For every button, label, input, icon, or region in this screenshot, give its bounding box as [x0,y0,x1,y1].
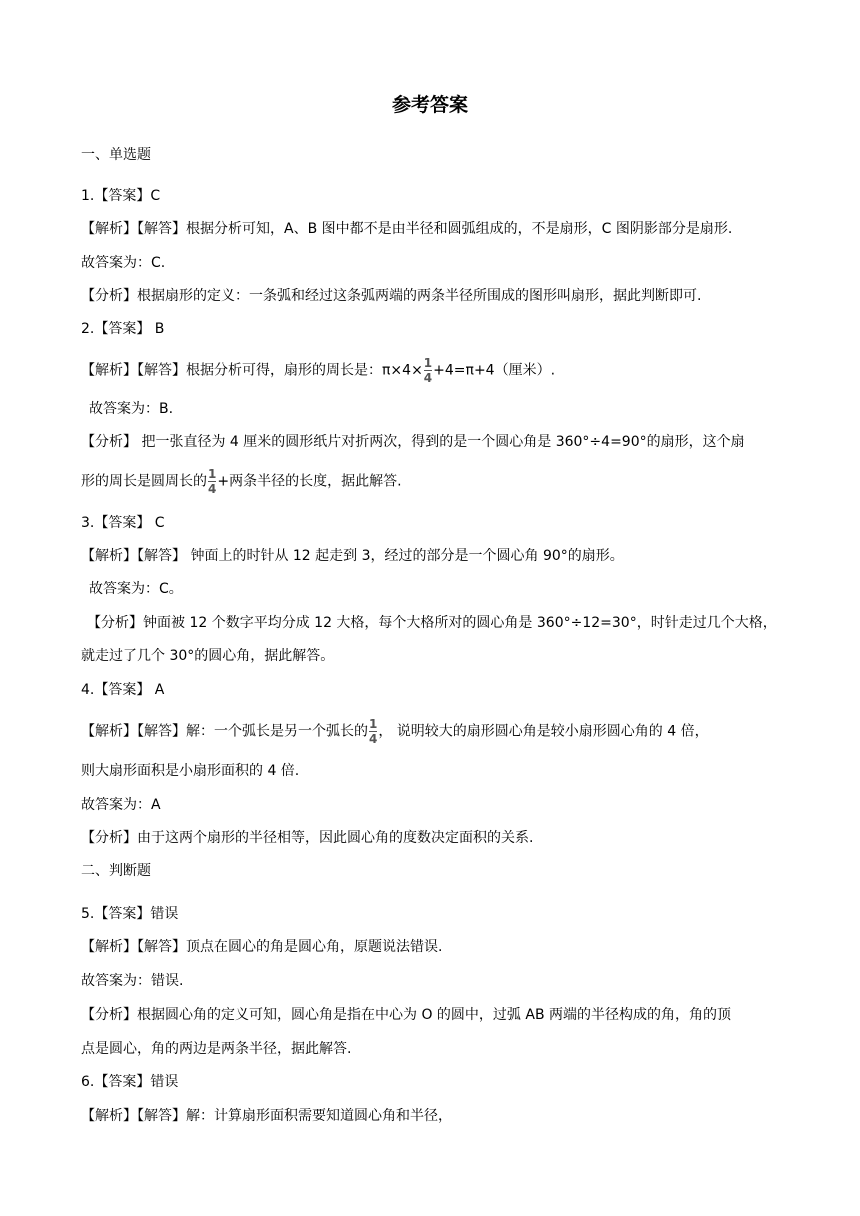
fraction [424,357,432,384]
fraction-denominator: 4 [208,482,217,496]
q4-conclusion: 故答案为：A [81,797,161,813]
q5-analysis-line2: 点是圆心，角的两边是两条半径，据此解答. [81,1041,352,1057]
q2-explanation-text-a: 【解析】【解答】根据分析可得，扇形的周长是：π×4× [81,362,423,379]
q2-analysis-line2 [81,468,402,495]
q4-explanation-text-b: ， 说明较大的扇形圆心角是较小扇形圆心角的 4 倍， [378,723,709,740]
fraction-numerator: 1 [423,356,433,370]
q1-explanation: 【解析】【解答】根据分析可知，A、B 图中都不是由半径和圆弧组成的，不是扇形，C 图阴影部分是扇形. [81,221,733,237]
q2-answer: 2.【答案】 B [81,321,165,337]
q5-conclusion: 故答案为：错误. [81,973,184,989]
section-heading-single-choice: 一、单选题 [81,147,151,163]
q4-explanation-line2: 则大扇形面积是小扇形面积的 4 倍. [81,763,300,779]
fraction [369,718,377,745]
q4-analysis: 【分析】由于这两个扇形的半径相等，因此圆心角的度数决定面积的关系. [81,830,534,846]
q4-answer: 4.【答案】 A [81,682,165,698]
fraction-numerator: 1 [208,467,217,481]
q3-analysis-line1: 【分析】钟面被 12 个数字平均分成 12 大格，每个大格所对的圆心角是 360°÷12=30°，时针走过几个大格， [87,615,777,631]
fraction-numerator: 1 [369,717,378,731]
q5-explanation: 【解析】【解答】顶点在圆心的角是圆心角，原题说法错误. [81,939,443,955]
q2-conclusion: 故答案为：B. [89,401,174,417]
q4-explanation-text-a: 【解析】【解答】解：一个弧长是另一个弧长的 [81,723,368,740]
q2-analysis-text-b: +两条半径的长度，据此解答. [217,473,402,490]
q2-analysis-line1: 【分析】 把一张直径为 4 厘米的圆形纸片对折两次，得到的是一个圆心角是 360°÷4=90°的扇形，这个扇 [81,434,745,450]
q3-conclusion: 故答案为：C。 [89,581,183,597]
q3-answer: 3.【答案】 C [81,515,165,531]
q5-analysis-line1: 【分析】根据圆心角的定义可知，圆心角是指在中心为 O 的圆中，过弧 AB 两端的半径构成的角，角的顶 [81,1007,731,1023]
q2-explanation [81,357,555,384]
q2-explanation-text-b: +4=π+4（厘米）. [433,362,556,379]
fraction [208,468,216,495]
q6-explanation: 【解析】【解答】解：计算扇形面积需要知道圆心角和半径， [81,1108,452,1124]
q3-analysis-line2: 就走过了几个 30°的圆心角，据此解答。 [81,648,335,664]
q5-answer: 5.【答案】错误 [81,906,179,922]
page-title: 参考答案 [391,94,468,116]
q4-explanation [81,718,709,745]
q1-conclusion: 故答案为：C. [81,255,166,271]
q6-answer: 6.【答案】错误 [81,1074,179,1090]
fraction-denominator: 4 [369,732,378,746]
q1-analysis: 【分析】根据扇形的定义：一条弧和经过这条弧两端的两条半径所围成的图形叫扇形，据此判断即可. [81,288,702,304]
q2-analysis-text-a: 形的周长是圆周长的 [81,473,207,490]
q3-explanation: 【解析】【解答】 钟面上的时针从 12 起走到 3，经过的部分是一个圆心角 90°的扇形。 [81,548,624,564]
q1-answer: 1.【答案】C [81,188,161,204]
section-heading-true-false: 二、判断题 [81,863,151,879]
fraction-denominator: 4 [423,371,433,385]
